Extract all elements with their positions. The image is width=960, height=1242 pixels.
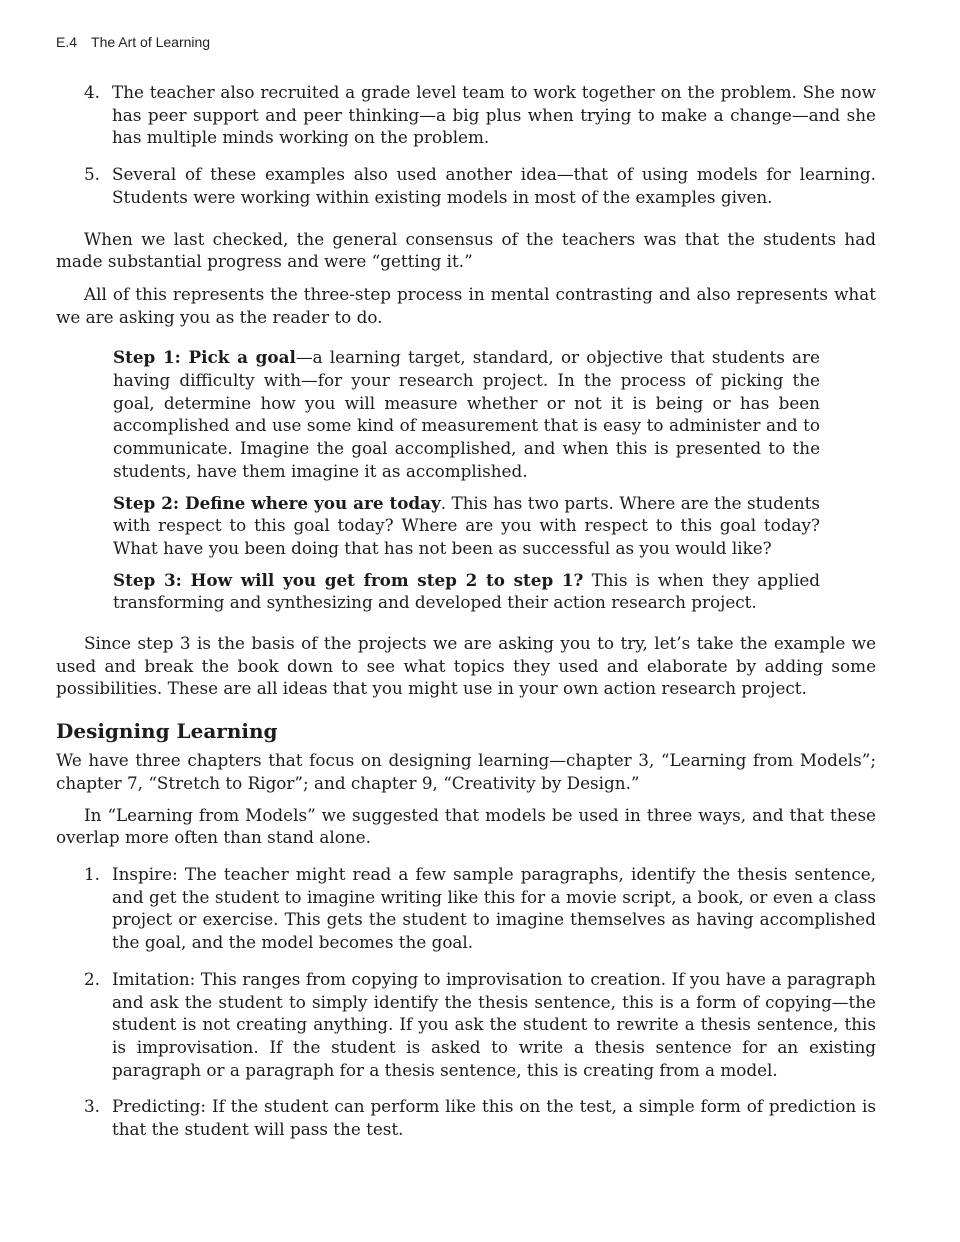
section-heading: Designing Learning xyxy=(56,719,278,744)
step-1 xyxy=(113,346,820,482)
list-item xyxy=(56,863,876,954)
paragraph-chapters: We have three chapters that focus on designing learning—chapter 3, “Learning from Models”; chapter 7, “Stretch to Rigor”; and chapter 9, “Creativity by Design.” xyxy=(56,750,876,793)
step-text: This is when they applied transforming and synthesizing and developed their action research project. xyxy=(113,569,820,613)
list-text: Several of these examples also used another idea—that of using models for learning. Students were working within existing models in most of the examples given. xyxy=(112,164,876,207)
list-text: Imitation: This ranges from copying to improvisation to creation. If you have a paragraph and ask the student to simply identify the thesis sentence, this is a form of copying—the student is not creating anything. If you ask the student to rewrite a thesis sentence, this is improvisation. If the student is asked to write a thesis sentence for an existing paragraph or a paragraph for a thesis sentence, this is creating from a model. xyxy=(112,968,876,1080)
step-heading: Step 2: Define where you are today xyxy=(113,492,441,513)
paragraph-consensus: When we last checked, the general consensus of the teachers was that the students had made substantial progress and were “getting it.” xyxy=(56,228,876,272)
list-number: 1. xyxy=(84,863,101,884)
list-text: The teacher also recruited a grade level team to work together on the problem. She now has peer support and peer thinking—a big plus when trying to make a change—and she has multiple minds working on the problem. xyxy=(112,82,876,148)
list-text: Inspire: The teacher might read a few sample paragraphs, identify the thesis sentence, and get the student to imagine writing like this for a movie script, a book, or even a class project or exercise. This gets the student to imagine themselves as having accomplished the goal, and the model becomes the goal. xyxy=(112,863,876,953)
list-number: 4. xyxy=(84,82,101,102)
paragraph-step3: Since step 3 is the basis of the projects we are asking you to try, let’s take the example we used and break the book down to see what topics they used and elaborate by adding some possibilities. These are all ideas that you might use in your own action research project. xyxy=(56,633,876,699)
step-3 xyxy=(113,569,820,614)
running-head xyxy=(56,34,210,50)
paragraph-models: In “Learning from Models” we suggested that models be used in three ways, and that these overlap more often than stand alone. xyxy=(56,804,876,848)
list-text: Predicting: If the student can perform like this on the test, a simple form of prediction is that the student will pass the test. xyxy=(112,1096,876,1140)
paragraph-process: All of this represents the three-step process in mental contrasting and also represents what we are asking you as the reader to do. xyxy=(56,283,876,327)
step-heading: Step 1: Pick a goal xyxy=(113,347,296,368)
list-item xyxy=(56,968,876,1082)
step-text: —a learning target, standard, or objective that students are having difficulty with—for your research project. In the process of picking the goal, determine how you will measure whether or not it is being or has been accomplished and use some kind of measurement that is easy to administer and to communicate. Imagine the goal accomplished, and when this is presented to the students, have them imagine it as accomplished. xyxy=(113,347,820,481)
list-number: 2. xyxy=(84,968,101,989)
step-2 xyxy=(113,492,820,560)
list-number: 3. xyxy=(84,1096,101,1117)
page-body xyxy=(56,81,876,1141)
step-heading: Step 3: How will you get from step 2 to step 1? xyxy=(113,569,584,590)
step-text: . This has two parts. Where are the students with respect to this goal today? Where are you with respect to this goal today? What have you been doing that has not been as successful as you would like? xyxy=(113,492,820,558)
list-number: 5. xyxy=(84,164,101,185)
folio: E.4 xyxy=(56,34,78,50)
list-item xyxy=(56,163,876,208)
list-item xyxy=(56,1095,876,1140)
list-item xyxy=(56,81,876,149)
book-title: The Art of Learning xyxy=(91,34,211,50)
